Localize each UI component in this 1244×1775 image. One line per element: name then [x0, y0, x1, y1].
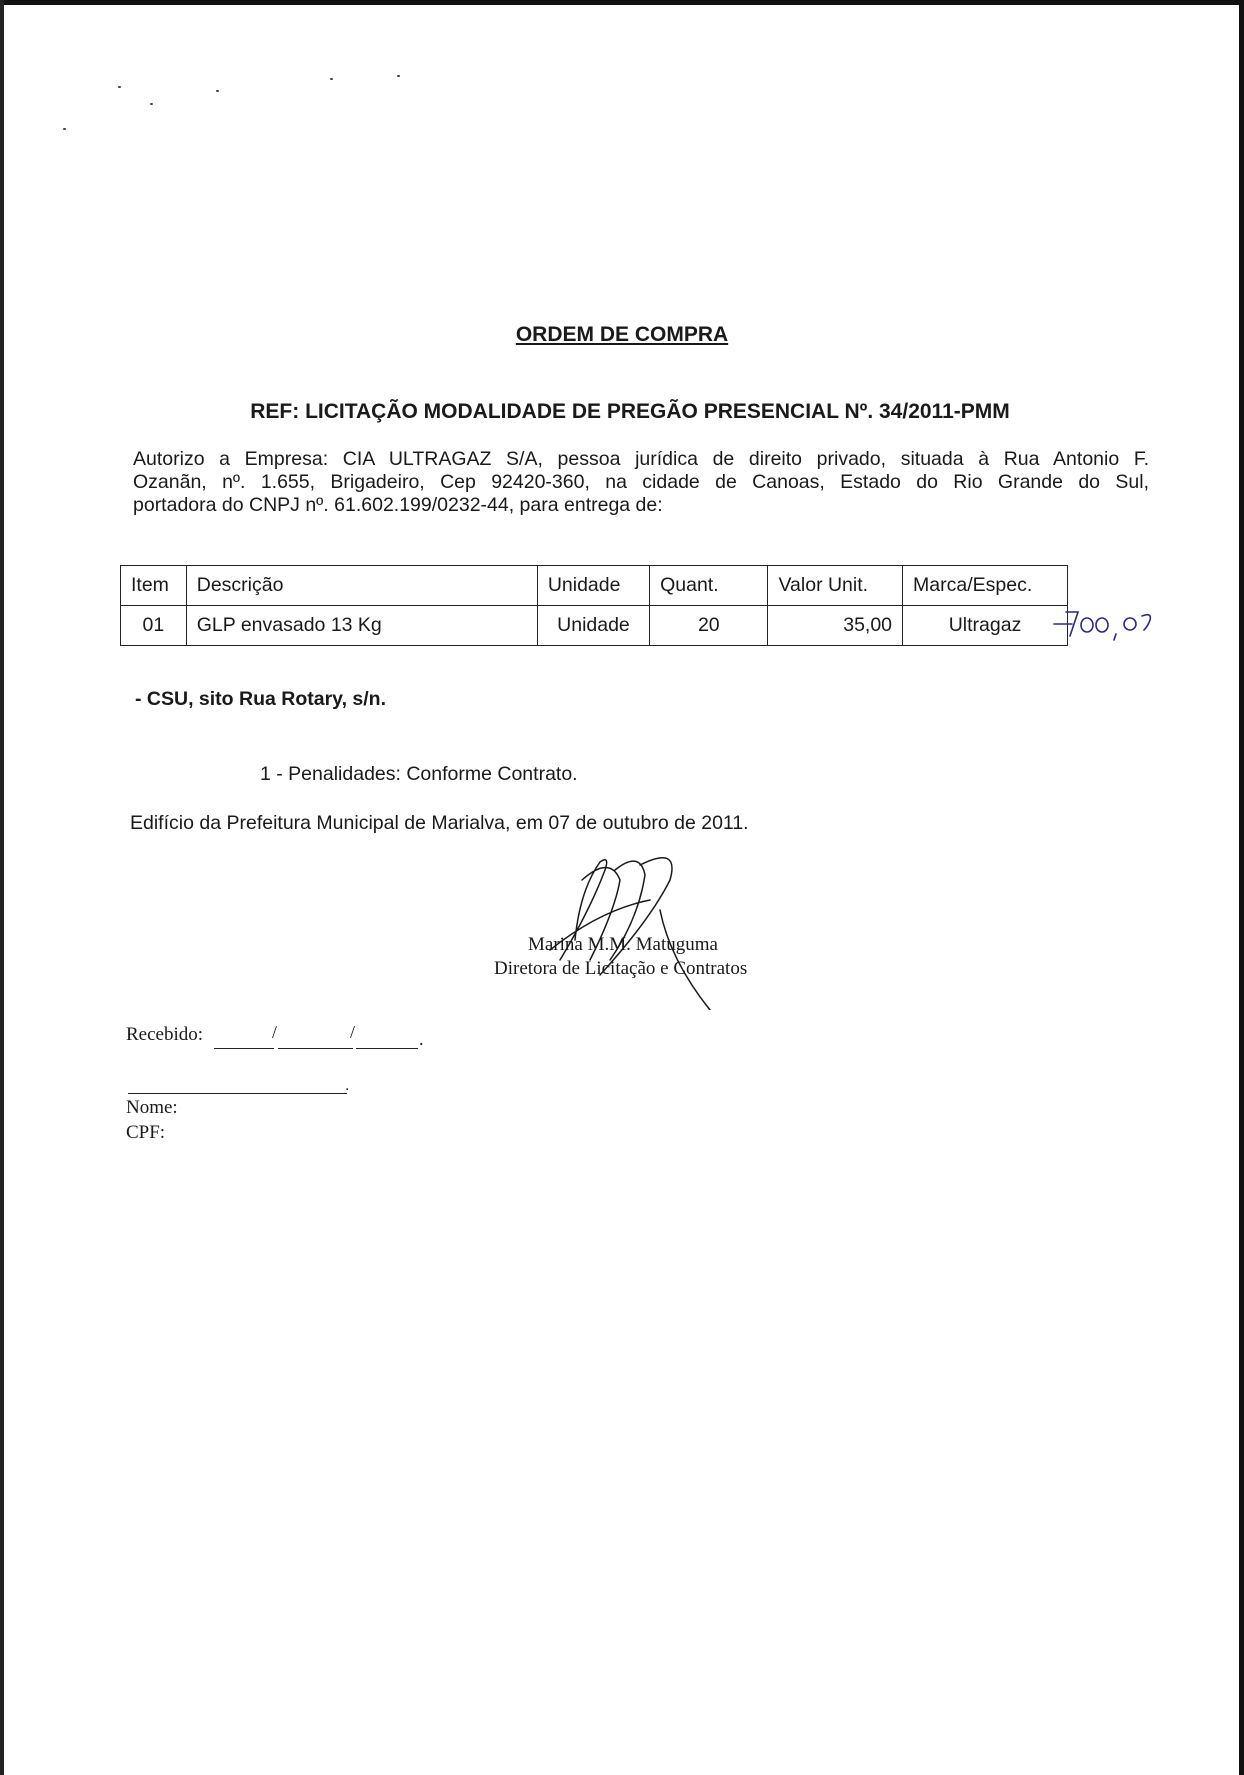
header-descricao: Descrição — [186, 566, 537, 606]
scan-speck — [397, 75, 400, 77]
reference-line: REF: LICITAÇÃO MODALIDADE DE PREGÃO PRESENCIAL Nº. 34/2011-PMM — [250, 400, 1010, 423]
table-header-row — [121, 566, 1068, 606]
recebido-end-dot: . — [419, 1029, 424, 1049]
scan-border-right — [1239, 0, 1244, 1775]
signature-line — [128, 1093, 347, 1094]
scan-border-left — [0, 0, 4, 1775]
scan-speck — [118, 86, 121, 88]
recebido-month-line — [278, 1048, 353, 1049]
place-date: Edifício da Prefeitura Municipal de Marialva, em 07 de outubro de 2011. — [130, 812, 749, 834]
recebido-label: Recebido: — [126, 1024, 204, 1045]
recebido-year-line — [356, 1048, 418, 1049]
header-valor-unit: Valor Unit. — [768, 566, 903, 606]
recebido-day-line — [214, 1048, 274, 1049]
cpf-label: CPF: — [126, 1122, 166, 1143]
header-item: Item — [121, 566, 187, 606]
cell-item: 01 — [121, 606, 187, 646]
penalties-line: 1 - Penalidades: Conforme Contrato. — [260, 763, 578, 785]
signatory-role: Diretora de Licitação e Contratos — [494, 958, 748, 979]
scan-speck — [330, 78, 333, 80]
nome-label: Nome: — [126, 1097, 178, 1118]
signature — [520, 850, 740, 1010]
handwritten-total — [1050, 604, 1158, 644]
header-unidade: Unidade — [537, 566, 649, 606]
date-separator: / — [350, 1022, 356, 1042]
header-marca: Marca/Espec. — [903, 566, 1068, 606]
scan-border-top — [0, 0, 1244, 5]
table-row — [121, 606, 1068, 646]
cell-unidade: Unidade — [537, 606, 649, 646]
signature-line-dot: . — [345, 1077, 350, 1094]
scan-speck — [216, 90, 219, 92]
scan-speck — [63, 128, 66, 130]
items-table — [120, 565, 1068, 646]
intro-line: portadora do CNPJ nº. 61.602.199/0232-44, para entrega de: — [133, 494, 663, 516]
cell-descricao: GLP envasado 13 Kg — [186, 606, 537, 646]
document-title: ORDEM DE COMPRA — [515, 323, 729, 346]
scan-speck — [150, 103, 153, 105]
cell-marca: Ultragaz — [903, 606, 1068, 646]
intro-paragraph — [133, 448, 1149, 517]
delivery-location: - CSU, sito Rua Rotary, s/n. — [135, 688, 387, 710]
intro-line: Ozanãn, nº. 1.655, Brigadeiro, Cep 92420-360, na cidade de Canoas, Estado do Rio Grande do Sul, — [133, 471, 1149, 493]
cell-valor-unit: 35,00 — [768, 606, 903, 646]
date-separator: / — [272, 1022, 278, 1042]
signatory-name: Marina M.M. Matuguma — [528, 934, 718, 955]
intro-line: Autorizo a Empresa: CIA ULTRAGAZ S/A, pessoa jurídica de direito privado, situada à Rua Antonio F. — [133, 448, 1149, 470]
header-quant: Quant. — [650, 566, 768, 606]
cell-quant: 20 — [650, 606, 768, 646]
